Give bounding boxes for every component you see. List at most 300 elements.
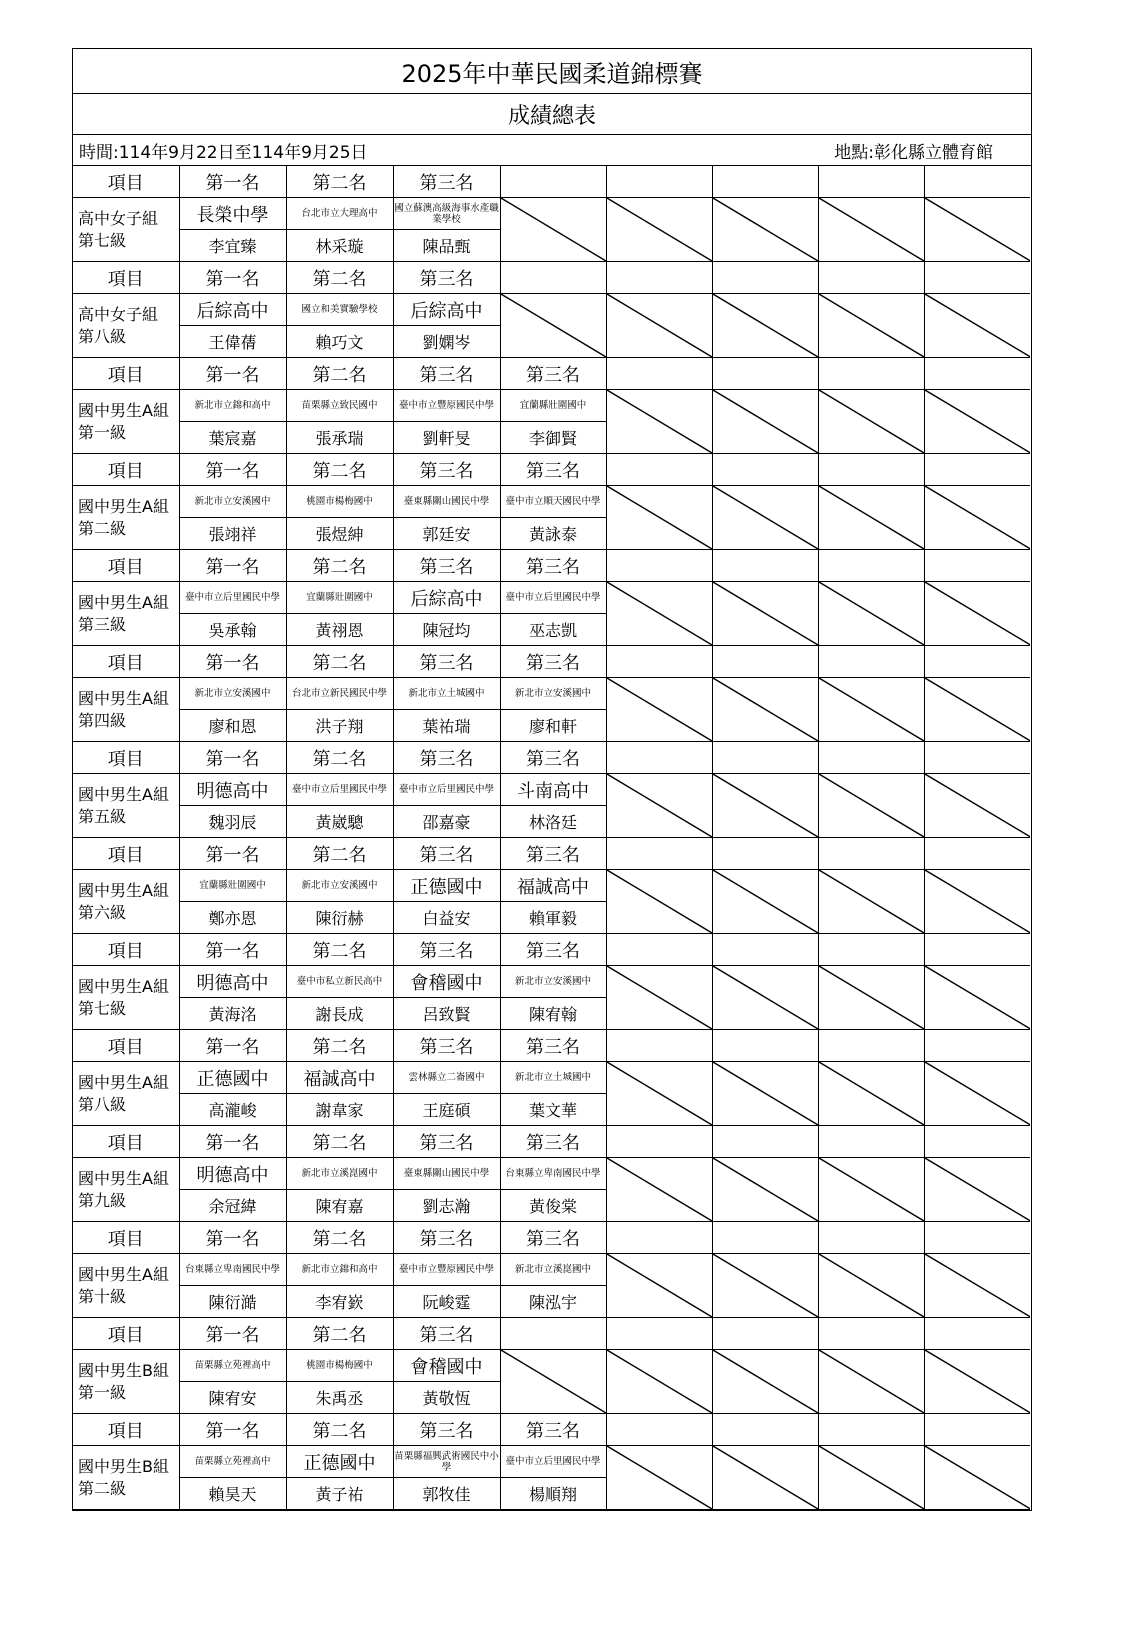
item-header: 項目 [73, 358, 179, 390]
athlete-name-cell: 黃子祐 [286, 1478, 393, 1510]
diagonal-strike-icon [713, 678, 818, 741]
item-header: 項目 [73, 262, 179, 294]
school-cell: 國立和美實驗學校 [286, 294, 393, 326]
athlete-name-cell: 葉祐瑞 [393, 710, 500, 742]
rank-header: 第一名 [179, 1222, 286, 1254]
page-title: 2025年中華民國柔道錦標賽 [73, 49, 1031, 94]
category-weight: 第二級 [78, 518, 127, 538]
blank-header-cell [606, 454, 712, 486]
blank-header-cell [818, 838, 924, 870]
empty-slot [924, 486, 1030, 550]
school-cell: 明德高中 [179, 966, 286, 998]
empty-slot [924, 1158, 1030, 1222]
empty-slot [818, 1254, 924, 1318]
empty-slot [712, 966, 818, 1030]
athlete-name-cell: 張翊祥 [179, 518, 286, 550]
diagonal-strike-icon [819, 1158, 924, 1221]
athlete-name-cell: 王偉蒨 [179, 326, 286, 358]
athlete-name-cell: 郭廷安 [393, 518, 500, 550]
athlete-name-cell: 巫志凱 [500, 614, 606, 646]
rank-header: 第三名 [393, 838, 500, 870]
athlete-name-cell: 廖和軒 [500, 710, 606, 742]
category-weight: 第五級 [78, 806, 127, 826]
category-group: 國中男生A組 [78, 1264, 169, 1284]
rank-header: 第二名 [286, 1222, 393, 1254]
category-label [73, 678, 179, 742]
athlete-name-cell: 廖和恩 [179, 710, 286, 742]
category-weight: 第一級 [78, 422, 127, 442]
item-header: 項目 [73, 1414, 179, 1446]
empty-slot [500, 198, 606, 262]
diagonal-strike-icon [501, 294, 606, 357]
blank-header-cell [924, 1414, 1030, 1446]
rank-header: 第一名 [179, 550, 286, 582]
empty-slot [712, 294, 818, 358]
school-cell: 台東縣立卑南國民中學 [500, 1158, 606, 1190]
empty-slot [712, 1350, 818, 1414]
blank-header-cell [606, 358, 712, 390]
athlete-name-cell: 賴軍毅 [500, 902, 606, 934]
school-cell: 國立蘇澳高級海事水產職業學校 [393, 198, 500, 230]
athlete-name-cell: 朱禹丞 [286, 1382, 393, 1414]
blank-header-cell [712, 1222, 818, 1254]
diagonal-strike-icon [819, 678, 924, 741]
diagonal-strike-icon [713, 1158, 818, 1221]
blank-header-cell [818, 742, 924, 774]
diagonal-strike-icon [925, 198, 1031, 261]
empty-slot [606, 390, 712, 454]
blank-header-cell [712, 550, 818, 582]
blank-header-cell [924, 550, 1030, 582]
category-weight: 第八級 [78, 1094, 127, 1114]
category-label [73, 1062, 179, 1126]
item-header: 項目 [73, 646, 179, 678]
item-header: 項目 [73, 934, 179, 966]
rank-header: 第三名 [393, 1126, 500, 1158]
empty-slot [924, 198, 1030, 262]
rank-header: 第二名 [286, 838, 393, 870]
athlete-name-cell: 余冠緯 [179, 1190, 286, 1222]
school-cell: 宜蘭縣壯圍國中 [286, 582, 393, 614]
diagonal-strike-icon [607, 1350, 712, 1413]
athlete-name-cell: 陳冠均 [393, 614, 500, 646]
blank-header-cell [606, 742, 712, 774]
item-header: 項目 [73, 1222, 179, 1254]
diagonal-strike-icon [607, 390, 712, 453]
empty-slot [818, 1062, 924, 1126]
athlete-name-cell: 李宜臻 [179, 230, 286, 262]
diagonal-strike-icon [925, 678, 1031, 741]
blank-header-cell [818, 934, 924, 966]
rank-header: 第二名 [286, 262, 393, 294]
rank-header: 第一名 [179, 358, 286, 390]
empty-slot [924, 582, 1030, 646]
school-cell: 正德國中 [179, 1062, 286, 1094]
diagonal-strike-icon [607, 1062, 712, 1125]
empty-slot [818, 294, 924, 358]
empty-slot [712, 582, 818, 646]
empty-slot [606, 1158, 712, 1222]
rank-header: 第一名 [179, 838, 286, 870]
blank-header-cell [818, 166, 924, 198]
athlete-name-cell: 黃祤恩 [286, 614, 393, 646]
category-weight: 第四級 [78, 710, 127, 730]
diagonal-strike-icon [925, 966, 1031, 1029]
athlete-name-cell: 劉嫻岑 [393, 326, 500, 358]
school-cell: 長榮中學 [179, 198, 286, 230]
school-cell: 明德高中 [179, 774, 286, 806]
diagonal-strike-icon [925, 774, 1031, 837]
empty-slot [606, 678, 712, 742]
diagonal-strike-icon [713, 582, 818, 645]
results-table [73, 166, 1030, 1510]
blank-header-cell [924, 166, 1030, 198]
event-dates: 時間:114年9月22日至114年9月25日 [79, 142, 368, 163]
rank-header: 第一名 [179, 454, 286, 486]
school-cell: 后綜高中 [179, 294, 286, 326]
category-weight: 第九級 [78, 1190, 127, 1210]
diagonal-strike-icon [713, 198, 818, 261]
diagonal-strike-icon [607, 198, 712, 261]
school-cell: 苗栗縣立苑裡高中 [179, 1446, 286, 1478]
empty-slot [712, 870, 818, 934]
athlete-name-cell: 呂致賢 [393, 998, 500, 1030]
diagonal-strike-icon [607, 678, 712, 741]
results-sheet [72, 48, 1032, 1511]
diagonal-strike-icon [713, 1254, 818, 1317]
school-cell: 新北市立土城國中 [500, 1062, 606, 1094]
diagonal-strike-icon [819, 1350, 924, 1413]
category-label [73, 198, 179, 262]
blank-header-cell [818, 1222, 924, 1254]
blank-header-cell [818, 454, 924, 486]
rank-header: 第二名 [286, 166, 393, 198]
athlete-name-cell: 王庭碩 [393, 1094, 500, 1126]
category-group: 國中男生B組 [78, 1360, 169, 1380]
blank-header-cell [712, 1318, 818, 1350]
category-group: 國中男生A組 [78, 1072, 169, 1092]
empty-slot [924, 1350, 1030, 1414]
blank-header-cell [712, 934, 818, 966]
diagonal-strike-icon [607, 294, 712, 357]
diagonal-strike-icon [713, 1062, 818, 1125]
athlete-name-cell: 賴巧文 [286, 326, 393, 358]
rank-header: 第一名 [179, 262, 286, 294]
school-cell: 新北市立錦和高中 [286, 1254, 393, 1286]
diagonal-strike-icon [501, 198, 606, 261]
school-cell: 新北市立安溪國中 [500, 678, 606, 710]
school-row [73, 198, 1030, 230]
school-cell: 新北市立錦和高中 [179, 390, 286, 422]
empty-slot [924, 774, 1030, 838]
school-row [73, 294, 1030, 326]
rank-header: 第一名 [179, 934, 286, 966]
school-row [73, 1446, 1030, 1478]
school-cell: 福誠高中 [500, 870, 606, 902]
blank-header-cell [818, 1318, 924, 1350]
athlete-name-cell: 高瀧峻 [179, 1094, 286, 1126]
athlete-name-cell: 阮峻霆 [393, 1286, 500, 1318]
rank-header: 第一名 [179, 1414, 286, 1446]
athlete-name-cell: 李御賢 [500, 422, 606, 454]
diagonal-strike-icon [713, 966, 818, 1029]
blank-header-cell [924, 1222, 1030, 1254]
blank-header-cell [924, 454, 1030, 486]
blank-header-cell [712, 1414, 818, 1446]
rank-header: 第三名 [393, 1222, 500, 1254]
school-cell: 苗栗縣立苑裡高中 [179, 1350, 286, 1382]
category-group: 國中男生A組 [78, 400, 169, 420]
diagonal-strike-icon [925, 1446, 1031, 1509]
rank-header: 第二名 [286, 1318, 393, 1350]
empty-slot [606, 1254, 712, 1318]
blank-header-cell [606, 1222, 712, 1254]
empty-slot [606, 486, 712, 550]
blank-header-cell [606, 262, 712, 294]
athlete-name-cell: 葉宸嘉 [179, 422, 286, 454]
blank-header-cell [712, 454, 818, 486]
section-header-row [73, 550, 1030, 582]
rank-header: 第三名 [500, 934, 606, 966]
school-row [73, 1350, 1030, 1382]
school-row [73, 1062, 1030, 1094]
school-cell: 后綜高中 [393, 582, 500, 614]
athlete-name-cell: 黃海洺 [179, 998, 286, 1030]
school-cell: 臺東縣關山國民中學 [393, 1158, 500, 1190]
category-label [73, 870, 179, 934]
athlete-name-cell: 劉志瀚 [393, 1190, 500, 1222]
empty-slot [818, 390, 924, 454]
rank-header: 第三名 [500, 1414, 606, 1446]
category-label [73, 966, 179, 1030]
school-cell: 新北市立安溪國中 [286, 870, 393, 902]
athlete-name-cell: 張承瑞 [286, 422, 393, 454]
school-cell: 宜蘭縣壯圍國中 [179, 870, 286, 902]
empty-slot [606, 1350, 712, 1414]
rank-header: 第三名 [393, 454, 500, 486]
athlete-name-cell: 楊順翔 [500, 1478, 606, 1510]
athlete-name-cell: 林采璇 [286, 230, 393, 262]
rank-header: 第三名 [393, 742, 500, 774]
empty-slot [924, 678, 1030, 742]
rank-header: 第二名 [286, 550, 393, 582]
school-cell: 臺中市立后里國民中學 [500, 1446, 606, 1478]
diagonal-strike-icon [713, 390, 818, 453]
athlete-name-cell: 陳宥翰 [500, 998, 606, 1030]
rank-header: 第二名 [286, 1030, 393, 1062]
diagonal-strike-icon [925, 294, 1031, 357]
empty-slot [500, 1350, 606, 1414]
section-header-row [73, 838, 1030, 870]
blank-header-cell [606, 1318, 712, 1350]
rank-header: 第三名 [500, 454, 606, 486]
diagonal-strike-icon [925, 582, 1031, 645]
diagonal-strike-icon [713, 1350, 818, 1413]
diagonal-strike-icon [925, 870, 1031, 933]
section-header-row [73, 1126, 1030, 1158]
school-cell: 新北市立溪崑國中 [286, 1158, 393, 1190]
blank-header-cell [712, 742, 818, 774]
blank-header-cell [500, 1318, 606, 1350]
athlete-name-cell: 黃敬恆 [393, 1382, 500, 1414]
blank-header-cell [712, 646, 818, 678]
empty-slot [818, 198, 924, 262]
empty-slot [606, 1446, 712, 1510]
rank-header: 第三名 [500, 1030, 606, 1062]
school-cell: 臺中市立豐原國民中學 [393, 390, 500, 422]
athlete-name-cell: 陳衍赫 [286, 902, 393, 934]
diagonal-strike-icon [925, 1350, 1031, 1413]
category-group: 國中男生A組 [78, 688, 169, 708]
section-header-row [73, 742, 1030, 774]
athlete-name-cell: 邵嘉豪 [393, 806, 500, 838]
section-header-row [73, 358, 1030, 390]
diagonal-strike-icon [819, 198, 924, 261]
diagonal-strike-icon [925, 1158, 1031, 1221]
school-cell: 新北市立安溪國中 [179, 486, 286, 518]
empty-slot [712, 678, 818, 742]
rank-header: 第一名 [179, 646, 286, 678]
empty-slot [606, 870, 712, 934]
category-label [73, 486, 179, 550]
diagonal-strike-icon [713, 486, 818, 549]
blank-header-cell [924, 934, 1030, 966]
category-label [73, 1254, 179, 1318]
diagonal-strike-icon [713, 870, 818, 933]
empty-slot [712, 390, 818, 454]
rank-header: 第三名 [393, 262, 500, 294]
category-weight: 第三級 [78, 614, 127, 634]
diagonal-strike-icon [713, 294, 818, 357]
athlete-name-cell: 洪子翔 [286, 710, 393, 742]
rank-header: 第二名 [286, 1126, 393, 1158]
empty-slot [818, 582, 924, 646]
empty-slot [924, 294, 1030, 358]
school-cell: 宜蘭縣壯圍國中 [500, 390, 606, 422]
empty-slot [606, 966, 712, 1030]
athlete-name-cell: 郭牧佳 [393, 1478, 500, 1510]
school-row [73, 966, 1030, 998]
diagonal-strike-icon [819, 390, 924, 453]
rank-header: 第二名 [286, 1414, 393, 1446]
school-row [73, 390, 1030, 422]
category-label [73, 1350, 179, 1414]
athlete-name-cell: 謝長成 [286, 998, 393, 1030]
school-cell: 后綜高中 [393, 294, 500, 326]
category-label [73, 294, 179, 358]
school-row [73, 486, 1030, 518]
category-group: 國中男生A組 [78, 592, 169, 612]
event-location: 地點:彰化縣立體育館 [834, 142, 993, 163]
empty-slot [712, 198, 818, 262]
item-header: 項目 [73, 742, 179, 774]
blank-header-cell [924, 1318, 1030, 1350]
rank-header: 第三名 [393, 166, 500, 198]
rank-header: 第三名 [500, 1126, 606, 1158]
blank-header-cell [818, 1414, 924, 1446]
athlete-name-cell: 陳品甄 [393, 230, 500, 262]
empty-slot [712, 1062, 818, 1126]
diagonal-strike-icon [819, 966, 924, 1029]
item-header: 項目 [73, 1318, 179, 1350]
category-group: 高中女子組 [78, 304, 159, 324]
empty-slot [818, 870, 924, 934]
empty-slot [712, 1446, 818, 1510]
blank-header-cell [606, 838, 712, 870]
athlete-name-cell: 黃俊棠 [500, 1190, 606, 1222]
rank-header: 第二名 [286, 934, 393, 966]
athlete-name-cell: 劉軒旻 [393, 422, 500, 454]
page-subtitle: 成績總表 [73, 94, 1031, 135]
school-cell: 臺中市立后里國民中學 [179, 582, 286, 614]
empty-slot [606, 1062, 712, 1126]
category-label [73, 582, 179, 646]
school-cell: 臺中市立后里國民中學 [393, 774, 500, 806]
empty-slot [606, 198, 712, 262]
rank-header: 第三名 [500, 550, 606, 582]
blank-header-cell [606, 934, 712, 966]
school-cell: 苗栗縣福興武術國民中小學 [393, 1446, 500, 1478]
category-weight: 第二級 [78, 1478, 127, 1498]
diagonal-strike-icon [607, 1254, 712, 1317]
empty-slot [712, 1158, 818, 1222]
athlete-name-cell: 吳承翰 [179, 614, 286, 646]
athlete-name-cell: 賴昊天 [179, 1478, 286, 1510]
rank-header: 第三名 [393, 934, 500, 966]
category-group: 國中男生B組 [78, 1456, 169, 1476]
blank-header-cell [606, 550, 712, 582]
section-header-row [73, 1318, 1030, 1350]
category-group: 高中女子組 [78, 208, 159, 228]
empty-slot [818, 486, 924, 550]
blank-header-cell [712, 1126, 818, 1158]
blank-header-cell [818, 1126, 924, 1158]
empty-slot [606, 294, 712, 358]
blank-header-cell [818, 550, 924, 582]
blank-header-cell [606, 646, 712, 678]
section-header-row [73, 1222, 1030, 1254]
category-weight: 第六級 [78, 902, 127, 922]
empty-slot [818, 1350, 924, 1414]
rank-header: 第三名 [500, 358, 606, 390]
blank-header-cell [924, 262, 1030, 294]
rank-header: 第三名 [393, 1318, 500, 1350]
blank-header-cell [818, 646, 924, 678]
rank-header: 第三名 [393, 1414, 500, 1446]
rank-header: 第一名 [179, 742, 286, 774]
athlete-name-cell: 陳衍澔 [179, 1286, 286, 1318]
category-label [73, 390, 179, 454]
school-row [73, 1158, 1030, 1190]
diagonal-strike-icon [607, 582, 712, 645]
diagonal-strike-icon [925, 1062, 1031, 1125]
school-cell: 新北市立安溪國中 [179, 678, 286, 710]
blank-header-cell [924, 838, 1030, 870]
empty-slot [500, 294, 606, 358]
meta-row [73, 135, 1031, 166]
school-cell: 台北市立新民國民中學 [286, 678, 393, 710]
diagonal-strike-icon [501, 1350, 606, 1413]
athlete-name-cell: 陳泓宇 [500, 1286, 606, 1318]
diagonal-strike-icon [607, 1446, 712, 1509]
blank-header-cell [606, 1126, 712, 1158]
category-weight: 第十級 [78, 1286, 127, 1306]
section-header-row [73, 454, 1030, 486]
rank-header: 第三名 [393, 550, 500, 582]
empty-slot [924, 1446, 1030, 1510]
section-header-row [73, 166, 1030, 198]
category-group: 國中男生A組 [78, 784, 169, 804]
